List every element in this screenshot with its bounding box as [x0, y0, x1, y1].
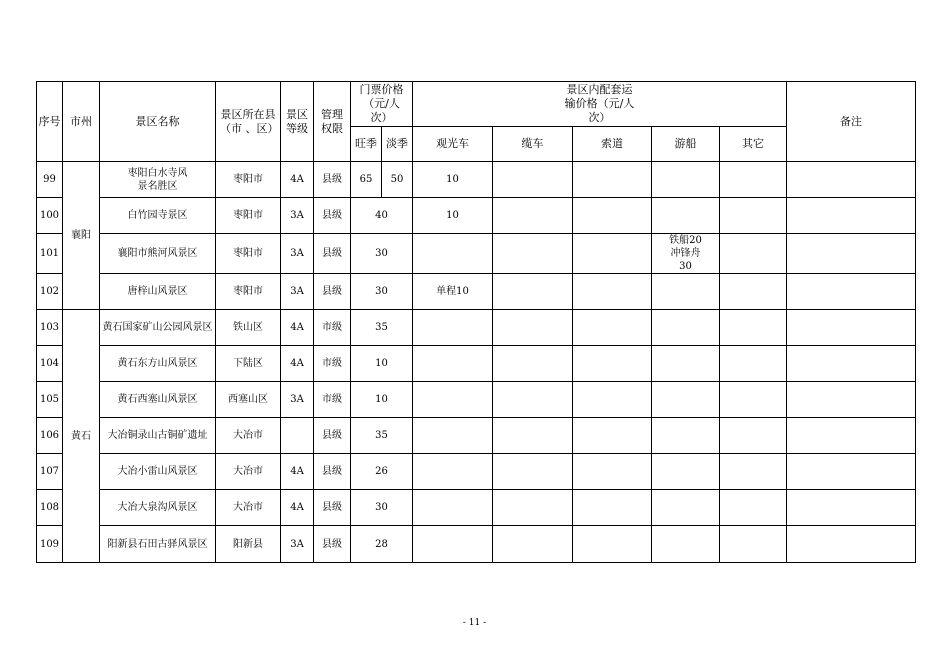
cell-city: 襄阳 [63, 162, 100, 310]
cell-ticket: 26 [351, 454, 413, 490]
header-county: 景区所在县（市 、区） [216, 82, 281, 162]
cell-other [720, 526, 787, 563]
cell-name: 唐梓山风景区 [100, 274, 216, 310]
header-city: 市州 [63, 82, 100, 162]
cell-cable-car [493, 490, 573, 526]
cell-county: 大冶市 [216, 454, 281, 490]
cell-cruise [652, 454, 720, 490]
cell-seq: 101 [37, 234, 63, 274]
table-row [37, 346, 916, 382]
cell-name: 襄阳市熊河风景区 [100, 234, 216, 274]
cell-other [720, 490, 787, 526]
cell-ropeway [573, 162, 652, 198]
cell-sightseeing-car [413, 346, 493, 382]
header-grade: 景区等级 [281, 82, 314, 162]
cell-sightseeing-car [413, 454, 493, 490]
cell-county: 枣阳市 [216, 162, 281, 198]
header-authority: 管理权限 [314, 82, 351, 162]
cell-grade: 3A [281, 382, 314, 418]
cell-other [720, 198, 787, 234]
header-transport: 景区内配套运输价格（元/人次） [413, 82, 787, 127]
cell-authority: 县级 [314, 234, 351, 274]
cell-ticket: 28 [351, 526, 413, 563]
cell-remarks [787, 454, 916, 490]
cell-ticket: 35 [351, 418, 413, 454]
cell-sightseeing-car [413, 418, 493, 454]
table-row [37, 382, 916, 418]
cell-ticket: 30 [351, 234, 413, 274]
cell-ropeway [573, 526, 652, 563]
page-number: - 11 - [462, 618, 487, 628]
cell-remarks [787, 382, 916, 418]
cell-remarks [787, 274, 916, 310]
cell-county: 西塞山区 [216, 382, 281, 418]
cell-ticket: 10 [351, 346, 413, 382]
cell-authority: 县级 [314, 198, 351, 234]
table-row [37, 274, 916, 310]
cell-off: 50 [382, 162, 413, 198]
cell-cruise [652, 274, 720, 310]
cell-seq: 102 [37, 274, 63, 310]
cell-seq: 108 [37, 490, 63, 526]
cell-cruise [652, 526, 720, 563]
cell-cruise [652, 382, 720, 418]
cell-cable-car [493, 274, 573, 310]
cell-cruise [652, 346, 720, 382]
table-row [37, 490, 916, 526]
cell-grade: 4A [281, 310, 314, 346]
cell-remarks [787, 418, 916, 454]
table-row [37, 526, 916, 563]
cell-county: 枣阳市 [216, 234, 281, 274]
table-row [37, 310, 916, 346]
cell-county: 下陆区 [216, 346, 281, 382]
cell-name: 白竹园寺景区 [100, 198, 216, 234]
cell-other [720, 234, 787, 274]
header-cruise: 游船 [652, 127, 720, 162]
header-name: 景区名称 [100, 82, 216, 162]
header-off: 淡季 [382, 127, 413, 162]
cell-remarks [787, 198, 916, 234]
cell-ticket: 10 [351, 382, 413, 418]
cell-name: 黄石西塞山风景区 [100, 382, 216, 418]
header-cable-car: 缆车 [493, 127, 573, 162]
header-ropeway: 索道 [573, 127, 652, 162]
cell-cruise [652, 418, 720, 454]
cell-seq: 105 [37, 382, 63, 418]
cell-other [720, 454, 787, 490]
cell-cable-car [493, 346, 573, 382]
cell-authority: 县级 [314, 418, 351, 454]
cell-sightseeing-car [413, 310, 493, 346]
cell-other [720, 382, 787, 418]
cell-sightseeing-car [413, 234, 493, 274]
cell-name: 大冶小雷山风景区 [100, 454, 216, 490]
cell-peak: 65 [351, 162, 382, 198]
header-seq: 序号 [37, 82, 63, 162]
cell-authority: 县级 [314, 490, 351, 526]
cell-remarks [787, 162, 916, 198]
cell-grade: 4A [281, 454, 314, 490]
cell-sightseeing-car: 10 [413, 198, 493, 234]
cell-other [720, 274, 787, 310]
cell-other [720, 162, 787, 198]
cell-ticket: 35 [351, 310, 413, 346]
cell-cable-car [493, 454, 573, 490]
cell-other [720, 346, 787, 382]
cell-ticket: 30 [351, 274, 413, 310]
cell-county: 枣阳市 [216, 198, 281, 234]
cell-seq: 99 [37, 162, 63, 198]
cell-cable-car [493, 198, 573, 234]
cell-sightseeing-car [413, 526, 493, 563]
cell-city: 黄石 [63, 310, 100, 563]
cell-other [720, 310, 787, 346]
cell-ropeway [573, 490, 652, 526]
cell-name: 大冶大泉沟风景区 [100, 490, 216, 526]
cell-county: 枣阳市 [216, 274, 281, 310]
cell-seq: 109 [37, 526, 63, 563]
cell-authority: 县级 [314, 526, 351, 563]
cell-grade: 4A [281, 490, 314, 526]
cell-authority: 市级 [314, 382, 351, 418]
header-ticket: 门票价格（元/人次） [351, 82, 413, 127]
cell-grade: 3A [281, 526, 314, 563]
cell-grade: 3A [281, 274, 314, 310]
cell-grade [281, 418, 314, 454]
cell-cable-car [493, 526, 573, 563]
table-row [37, 234, 916, 274]
cell-remarks [787, 234, 916, 274]
cell-seq: 107 [37, 454, 63, 490]
cell-cruise [652, 198, 720, 234]
cell-cruise [652, 162, 720, 198]
cell-ropeway [573, 198, 652, 234]
cell-sightseeing-car [413, 382, 493, 418]
cell-seq: 100 [37, 198, 63, 234]
cell-cruise [652, 310, 720, 346]
cell-county: 大冶市 [216, 418, 281, 454]
cell-sightseeing-car [413, 490, 493, 526]
header-remarks: 备注 [787, 82, 916, 162]
cell-county: 铁山区 [216, 310, 281, 346]
cell-name: 黄石国家矿山公园风景区 [100, 310, 216, 346]
cell-county: 大冶市 [216, 490, 281, 526]
cell-ropeway [573, 382, 652, 418]
cell-seq: 106 [37, 418, 63, 454]
cell-cruise [652, 490, 720, 526]
scenic-area-price-table [36, 81, 916, 563]
cell-authority: 市级 [314, 346, 351, 382]
cell-authority: 县级 [314, 274, 351, 310]
cell-cruise: 铁船20 冲锋舟30 [652, 234, 720, 274]
cell-grade: 3A [281, 234, 314, 274]
header-sightseeing-car: 观光车 [413, 127, 493, 162]
cell-remarks [787, 346, 916, 382]
cell-ropeway [573, 274, 652, 310]
cell-cable-car [493, 382, 573, 418]
cell-name: 枣阳白水寺风景名胜区 [100, 162, 216, 198]
cell-remarks [787, 490, 916, 526]
cell-sightseeing-car: 单程10 [413, 274, 493, 310]
cell-seq: 103 [37, 310, 63, 346]
cell-other [720, 418, 787, 454]
cell-grade: 3A [281, 198, 314, 234]
cell-cable-car [493, 310, 573, 346]
cell-county: 阳新县 [216, 526, 281, 563]
cell-ropeway [573, 346, 652, 382]
cell-cable-car [493, 234, 573, 274]
cell-ropeway [573, 310, 652, 346]
cell-authority: 县级 [314, 162, 351, 198]
cell-remarks [787, 526, 916, 563]
cell-ticket: 30 [351, 490, 413, 526]
cell-ticket: 40 [351, 198, 413, 234]
cell-cable-car [493, 162, 573, 198]
cell-grade: 4A [281, 162, 314, 198]
cell-ropeway [573, 418, 652, 454]
cell-cable-car [493, 418, 573, 454]
cell-name: 黄石东方山风景区 [100, 346, 216, 382]
cell-grade: 4A [281, 346, 314, 382]
table-row [37, 198, 916, 234]
header-other: 其它 [720, 127, 787, 162]
table-row [37, 418, 916, 454]
table-row [37, 162, 916, 198]
cell-ropeway [573, 454, 652, 490]
cell-seq: 104 [37, 346, 63, 382]
cell-remarks [787, 310, 916, 346]
table-row [37, 454, 916, 490]
header-peak: 旺季 [351, 127, 382, 162]
cell-ropeway [573, 234, 652, 274]
cell-authority: 县级 [314, 454, 351, 490]
cell-name: 阳新县石田古驿风景区 [100, 526, 216, 563]
cell-authority: 市级 [314, 310, 351, 346]
cell-sightseeing-car: 10 [413, 162, 493, 198]
cell-name: 大冶铜录山古铜矿遗址 [100, 418, 216, 454]
